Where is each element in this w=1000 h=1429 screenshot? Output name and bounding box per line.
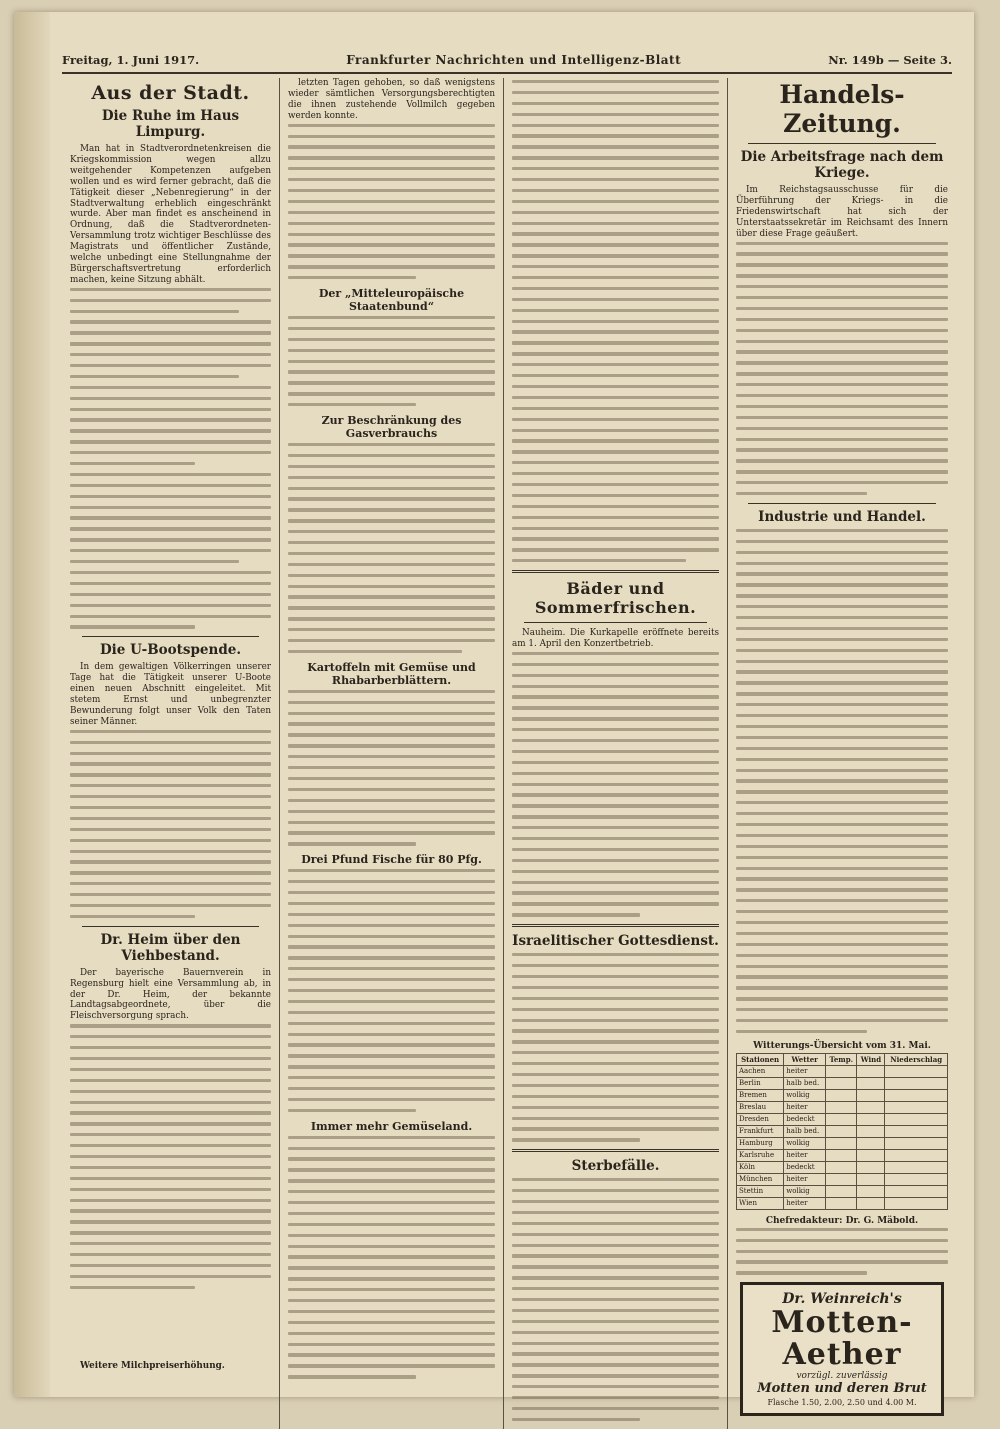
column-4 [728,78,956,1429]
weather-header-cell: Temp. [826,1053,857,1065]
text-block [288,690,495,846]
weather-cell: wolkig [784,1137,826,1149]
divider [748,143,936,144]
headline-kartoffeln: Kartoffeln mit Gemüse und Rhabarberblättern. [307,660,476,687]
weather-cell [826,1149,857,1161]
headline-baeder: Bäder und Sommerfrischen. [534,579,697,618]
ad-tagline: vorzügl. zuverlässig [796,1371,888,1382]
weather-cell: heiter [784,1065,826,1077]
weather-cell [885,1185,948,1197]
headline-arbeitsfrage: Die Arbeitsfrage nach dem Kriege. [740,149,944,181]
weather-cell [857,1089,885,1101]
weather-cell [826,1065,857,1077]
weather-row [737,1065,948,1077]
weather-cell [826,1077,857,1089]
headline-gottesdienst: Israelitischer Gottesdienst. [512,933,719,950]
ad-product: Motten-Aether [771,1305,913,1373]
weather-cell [885,1077,948,1089]
running-header [62,48,952,74]
weather-cell: heiter [784,1101,826,1113]
headline-limpurg: Die Ruhe im Haus Limpurg. [101,108,240,140]
article-text: Im Reichstagsausschusse für die Überführung der Kriegs- in die Friedenswirtschaft hat sich der Unterstaatssekretär im Reichsamt des Innern über diese Frage geäußert. [736,185,948,239]
column-3 [504,78,728,1429]
divider [82,926,259,927]
header-paper-name: Frankfurter Nachrichten und Intelligenz-Blatt [346,53,682,67]
weather-cell: bedeckt [784,1113,826,1125]
weather-cell [857,1149,885,1161]
divider [512,570,719,573]
headline-fische: Drei Pfund Fische für 80 Pfg. [301,853,482,867]
column-2 [280,78,504,1429]
weather-cell: Aachen [737,1065,784,1077]
weather-cell [826,1185,857,1197]
weather-cell: Dresden [737,1113,784,1125]
weather-cell [857,1173,885,1185]
binding-edge [14,12,50,1397]
weather-row [737,1077,948,1089]
header-date: Freitag, 1. Juni 1917. [62,53,200,67]
weather-cell [885,1089,948,1101]
weather-header-cell: Wind [857,1053,885,1065]
weather-cell [857,1125,885,1137]
weather-row [737,1185,948,1197]
text-block [288,1136,495,1379]
weather-cell [826,1173,857,1185]
article-text: In dem gewaltigen Völkerringen unserer Tage hat die Tätigkeit unserer U-Boote einen neuen Abschnitt eingeleitet. Mit stetem Ernst und unbegrenzter Bewunderung folgt unser Volk den Taten seiner Männer. [70,662,271,727]
weather-cell [826,1137,857,1149]
weather-row [737,1125,948,1137]
headline-heim: Dr. Heim über den Viehbestand. [100,931,241,964]
weather-cell: Frankfurt [737,1125,784,1137]
weather-cell: halb bed. [784,1077,826,1089]
headline-mitteleuropa: Der „Mitteleuropäische Staatenbund“ [318,286,465,313]
weather-cell [857,1185,885,1197]
weather-cell [826,1125,857,1137]
weather-cell: wolkig [784,1185,826,1197]
weather-cell: Wien [737,1197,784,1209]
weather-cell [857,1161,885,1173]
headline-gas: Zur Beschränkung des Gasverbrauchs [321,414,462,440]
weather-cell [885,1101,948,1113]
divider [512,924,719,927]
weather-header-cell: Niederschlag [885,1053,948,1065]
weather-cell [857,1101,885,1113]
weather-row [737,1089,948,1101]
weather-cell [857,1137,885,1149]
weather-cell [857,1065,885,1077]
weather-cell [885,1161,948,1173]
text-block [288,124,495,280]
handels-zeitung-title: Handels-Zeitung. [779,80,905,138]
weather-cell [826,1113,857,1125]
weather-row [737,1101,948,1113]
header-issue: Nr. 149b — Seite 3. [828,53,952,67]
weather-cell [885,1149,948,1161]
text-block [70,1024,271,1289]
weather-cell [857,1077,885,1089]
text-block [736,1228,948,1275]
weather-cell: Hamburg [737,1137,784,1149]
ad-price: Flasche 1.50, 2.00, 2.50 und 4.00 M. [767,1398,917,1408]
weather-cell [826,1197,857,1209]
ad-brand: Dr. Weinreich's [782,1291,902,1308]
weather-cell: Stettin [737,1185,784,1197]
divider [748,503,936,504]
weather-row [737,1161,948,1173]
weather-row [737,1149,948,1161]
weather-header-cell: Wetter [784,1053,826,1065]
weather-cell: heiter [784,1197,826,1209]
weather-header-cell: Stationen [737,1053,784,1065]
weather-cell [885,1197,948,1209]
weather-cell: wolkig [784,1089,826,1101]
weather-cell [885,1173,948,1185]
weather-cell [857,1113,885,1125]
weather-cell: heiter [784,1149,826,1161]
article-text: Der bayerische Bauernverein in Regensburg hielt eine Versammlung ab, in der Dr. Heim, der bekannte Landtagsabgeordnete, über die Fleischversorgung sprach. [70,967,271,1022]
text-block [512,652,719,917]
text-block [512,953,719,1141]
text-block [736,242,948,496]
headline-industrie: Industrie und Handel. [758,508,926,525]
ad-slogan: Motten und deren Brut [757,1381,927,1397]
headline-gemueseland: Immer mehr Gemüseland. [310,1119,473,1133]
text-block [736,529,948,1033]
weather-cell [826,1101,857,1113]
headline-sterbefaelle: Sterbefälle. [571,1158,660,1175]
weather-cell: Breslau [737,1101,784,1113]
text-block [288,316,495,406]
text-block [288,869,495,1112]
editor-line: Chefredakteur: Dr. G. Mäbold. [765,1215,919,1226]
weather-row [737,1173,948,1185]
weather-cell [826,1161,857,1173]
section-title: Aus der Stadt. [91,82,250,104]
weather-cell: Berlin [737,1077,784,1089]
divider [524,622,707,623]
weather-cell: Bremen [737,1089,784,1101]
weather-table-title: Witterungs-Übersicht vom 31. Mai. [753,1040,931,1051]
divider [82,636,259,637]
article-text: Nauheim. Die Kurkapelle eröffnete bereits am 1. April den Konzertbetrieb. [512,628,719,649]
weather-cell [826,1089,857,1101]
text-block [288,443,495,653]
weather-row [737,1113,948,1125]
article-text: Man hat in Stadtverordnetenkreisen die Kriegskommission wegen allzu weitgehender Kompetenzen aufgeben wollen und es wird ferner gebracht, daß die Tätigkeit dieser „Nebenregierung“ in der Stadtverwaltung erheblich eingeschränkt wurde. Aber man findet es anscheinend in Ordnung, daß die Stadtverordneten-Versammlung trotz wichtiger Beschlüsse des Magistrats und öffentlicher Zustände, welche unbedingt eine Stellungnahme der Bürgerschaftsvertretung erforderlich machen, keine Sitzung abhält. [70,144,271,285]
weather-cell: Köln [737,1161,784,1173]
article-text: letzten Tagen gehoben, so daß wenigstens wieder sämtlichen Versorgungsberechtigten die ihnen zustehende Vollmilch gegeben werden konnte. [288,78,495,121]
weather-cell: bedeckt [784,1161,826,1173]
newspaper-page [14,12,974,1408]
weather-cell [857,1197,885,1209]
weather-cell [885,1137,948,1149]
weather-row [737,1197,948,1209]
text-block [70,288,271,629]
weather-cell: heiter [784,1173,826,1185]
column-1 [62,78,280,1429]
text-block [512,1178,719,1421]
divider [512,1149,719,1152]
weather-cell [885,1125,948,1137]
text-block [512,80,719,562]
weather-cell [885,1065,948,1077]
weather-row [737,1137,948,1149]
weather-cell: München [737,1173,784,1185]
text-block [70,730,271,918]
weather-cell [885,1113,948,1125]
weather-table [736,1053,948,1210]
headline-uboot: Die U-Bootspende. [99,642,242,659]
advertisement [740,1282,944,1416]
weather-cell: Karlsruhe [737,1149,784,1161]
footer-note: Weitere Milchpreiserhöhung. [80,1361,225,1371]
weather-cell: halb bed. [784,1125,826,1137]
